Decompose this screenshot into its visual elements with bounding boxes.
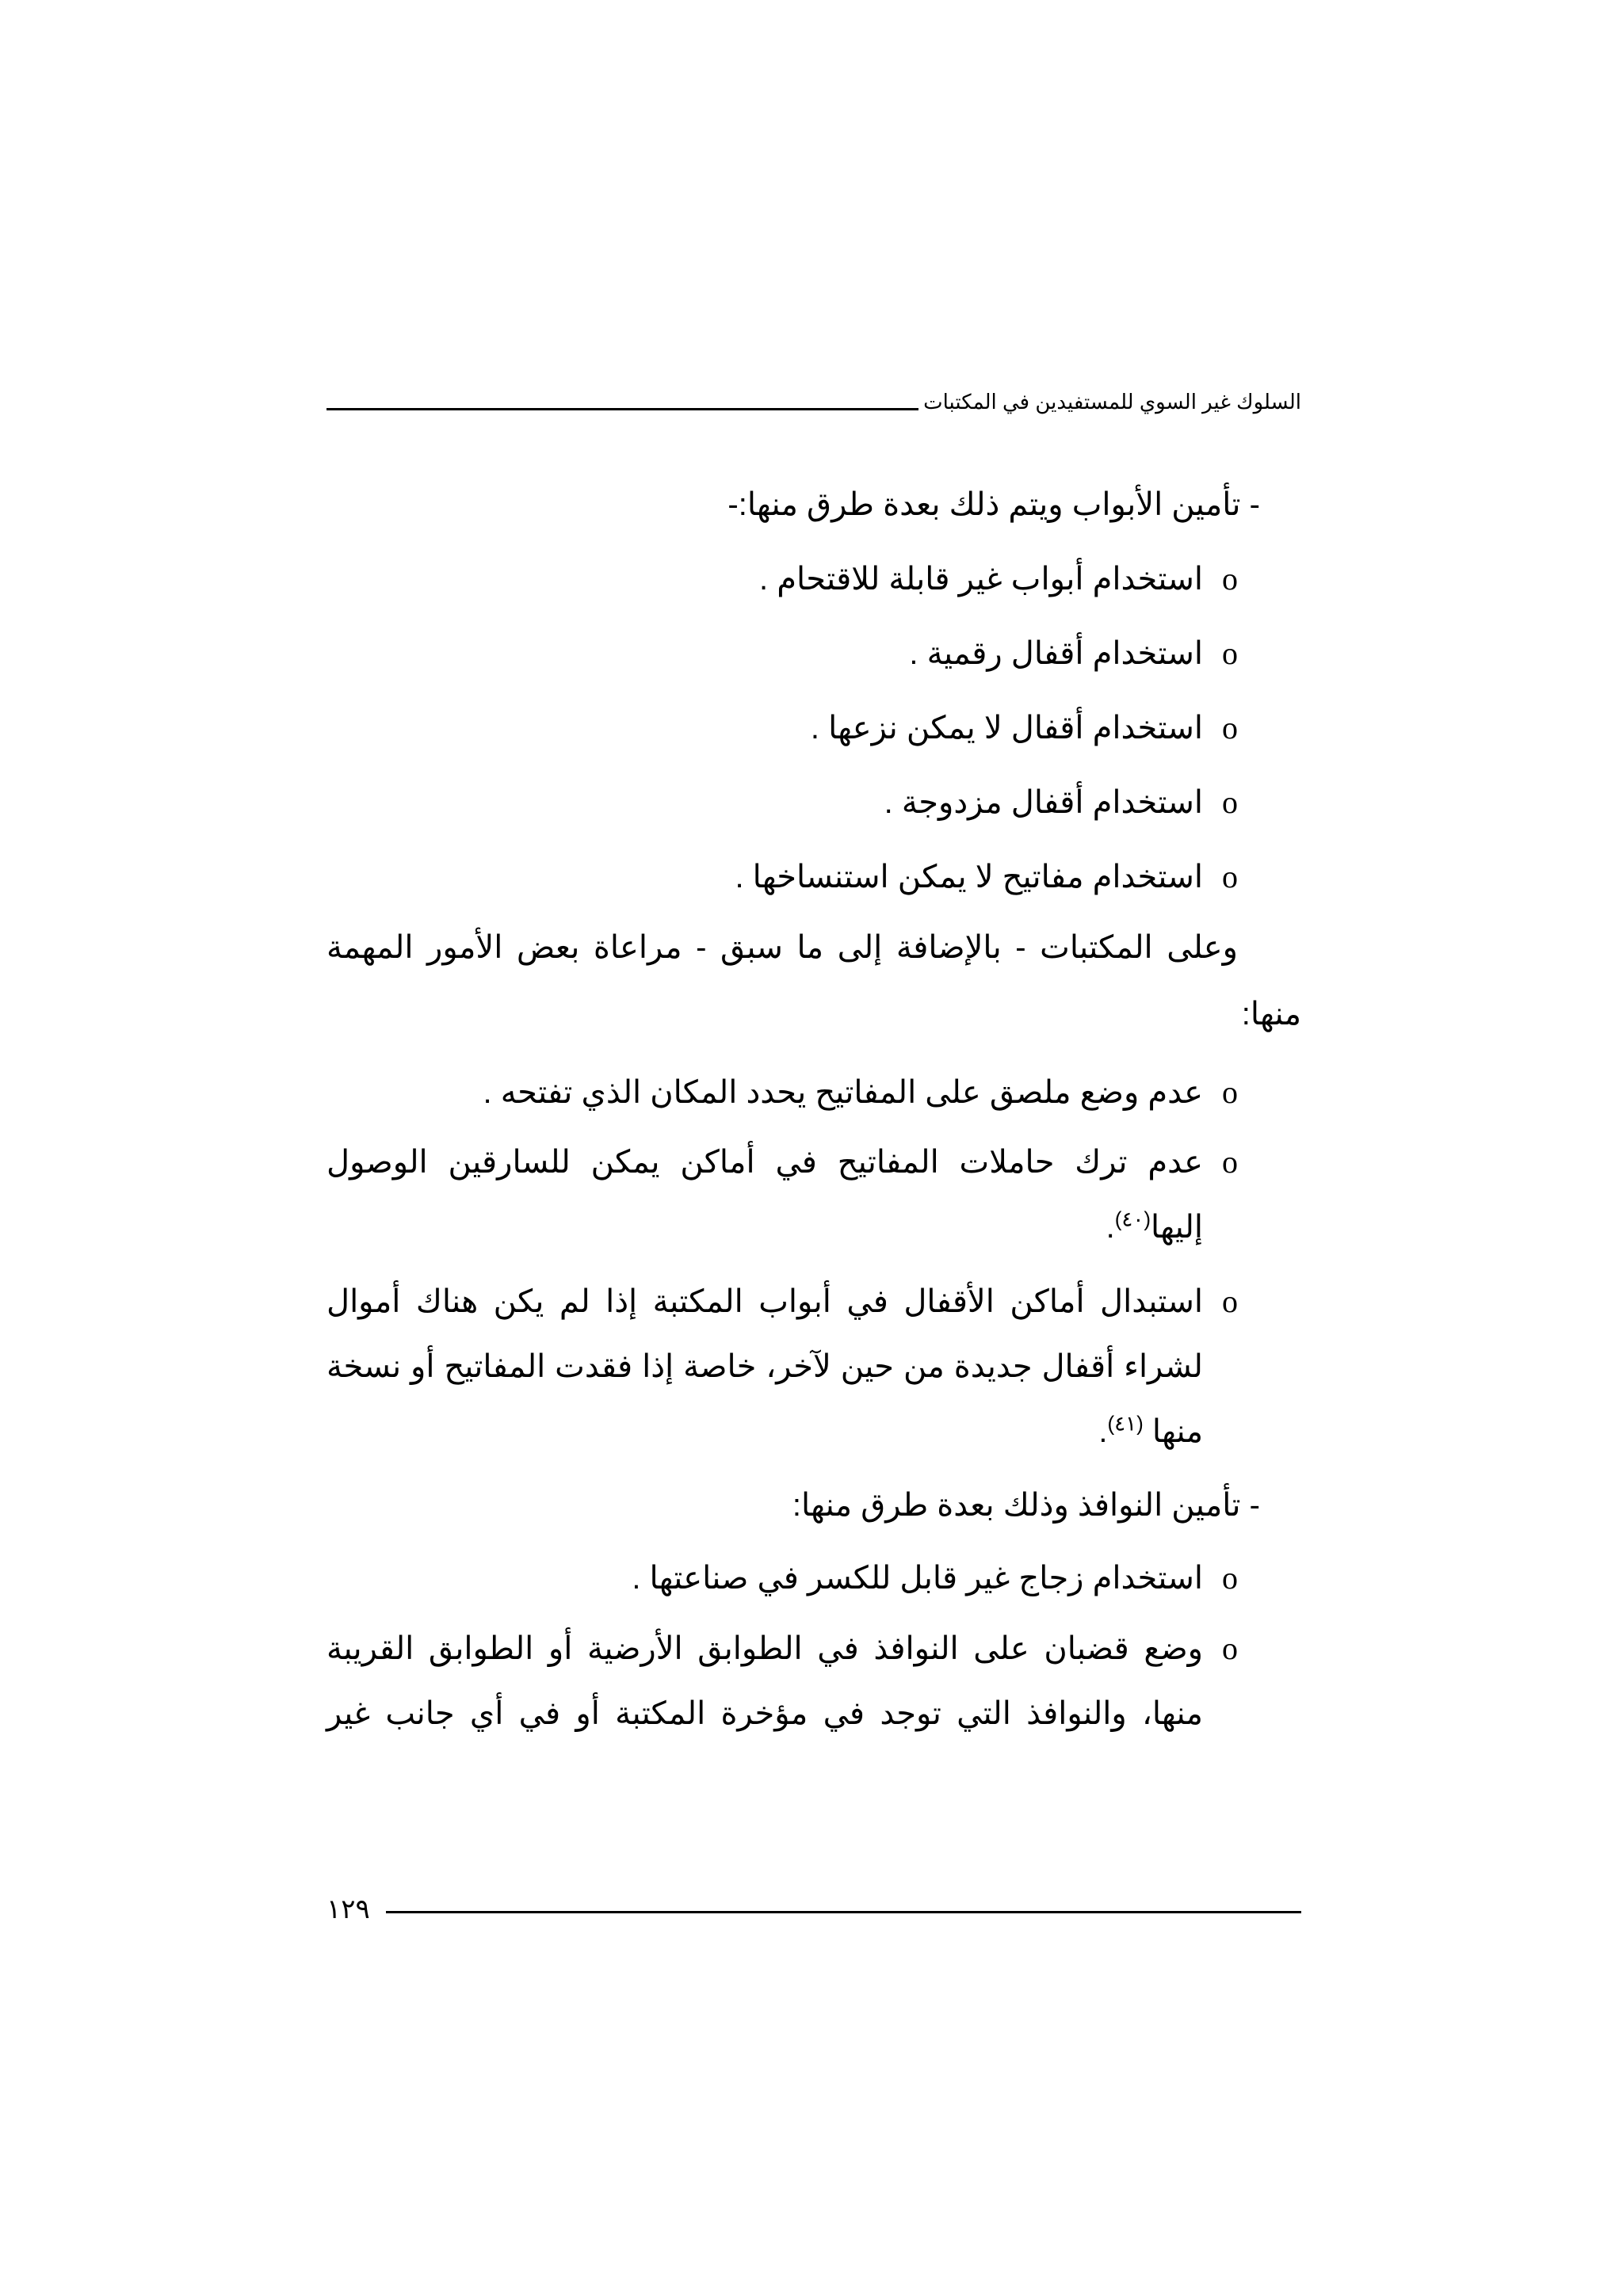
heading-windows: - تأمين النوافذ وذلك بعدة طرق منها: [792,1488,1260,1523]
bullet-icon: o [1222,784,1238,820]
list-item-text: استخدام مفاتيح لا يمكن استنساخها . [735,860,1203,894]
footnote-marker: (٤٠) [1114,1207,1151,1231]
header-rule [327,408,918,410]
list-item [327,1616,1301,1746]
footnote-marker: (٤١) [1107,1411,1144,1436]
list-item [327,616,1301,691]
list-item-text-end [327,1399,1238,1464]
list-item-text: استخدام أقفال رقمية . [909,636,1203,671]
bullet-icon: o [1222,1074,1238,1110]
list-item [327,1130,1301,1260]
list-item-text: استخدام زجاج غير قابل للكسر في صناعتها . [632,1561,1203,1596]
bullet-icon: o [1222,561,1238,597]
list-item [327,1545,1301,1616]
paragraph-line: وعلى المكتبات - بالإضافة إلى ما سبق - مراعاة بعض الأمور المهمة [327,930,1238,965]
list-item-text: استخدام أقفال مزدوجة . [884,785,1203,820]
list-item-text-end [327,1195,1238,1260]
footer-rule [386,1911,1301,1913]
bullet-icon: o [1222,1144,1238,1180]
page-number: ١٢٩ [327,1894,370,1924]
list-item [327,1269,1301,1464]
period: . [1106,1210,1115,1245]
list-item [327,691,1301,765]
bullet-icon: o [1222,859,1238,894]
list-item-text: منها [1151,1414,1203,1449]
header-title: السلوك غير السوي للمستفيدين في المكتبات [923,390,1301,414]
bullet-icon: o [1222,710,1238,746]
list-item-text: عدم ترك حاملات المفاتيح في أماكن يمكن للسارقين الوصول [327,1145,1203,1180]
paragraph-line: منها: [1241,997,1301,1032]
list-item-text: استبدال أماكن الأقفال في أبواب المكتبة إذا لم يكن هناك أموال [327,1284,1203,1319]
list-item-text: منها، والنوافذ التي توجد في مؤخرة المكتبة أو في أي جانب غير [327,1696,1203,1731]
list-item-text: استخدام أقفال لا يمكن نزعها . [810,711,1203,746]
list-item [327,542,1301,616]
running-header [327,372,1301,412]
period: . [1098,1414,1108,1449]
bullet-icon: o [1222,1560,1238,1596]
bullet-icon: o [1222,1630,1238,1666]
list-item-text: إليها [1151,1210,1203,1245]
list-item [327,1055,1301,1130]
list-item-text: وضع قضبان على النوافذ في الطوابق الأرضية أو الطوابق القريبة [327,1631,1203,1666]
list-item-text: استخدام أبواب غير قابلة للاقتحام . [759,562,1203,597]
list-item [327,840,1301,914]
page-body [327,467,1301,1756]
list-item [327,765,1301,840]
bullet-icon: o [1222,635,1238,671]
heading-doors: - تأمين الأبواب ويتم ذلك بعدة طرق منها:- [727,487,1260,522]
running-footer [327,1890,1301,1929]
list-item-text: عدم وضع ملصق على المفاتيح يحدد المكان الذي تفتحه . [483,1075,1203,1110]
bullet-icon: o [1222,1283,1238,1319]
list-item-text: لشراء أقفال جديدة من حين لآخر، خاصة إذا فقدت المفاتيح أو نسخة [327,1349,1203,1384]
